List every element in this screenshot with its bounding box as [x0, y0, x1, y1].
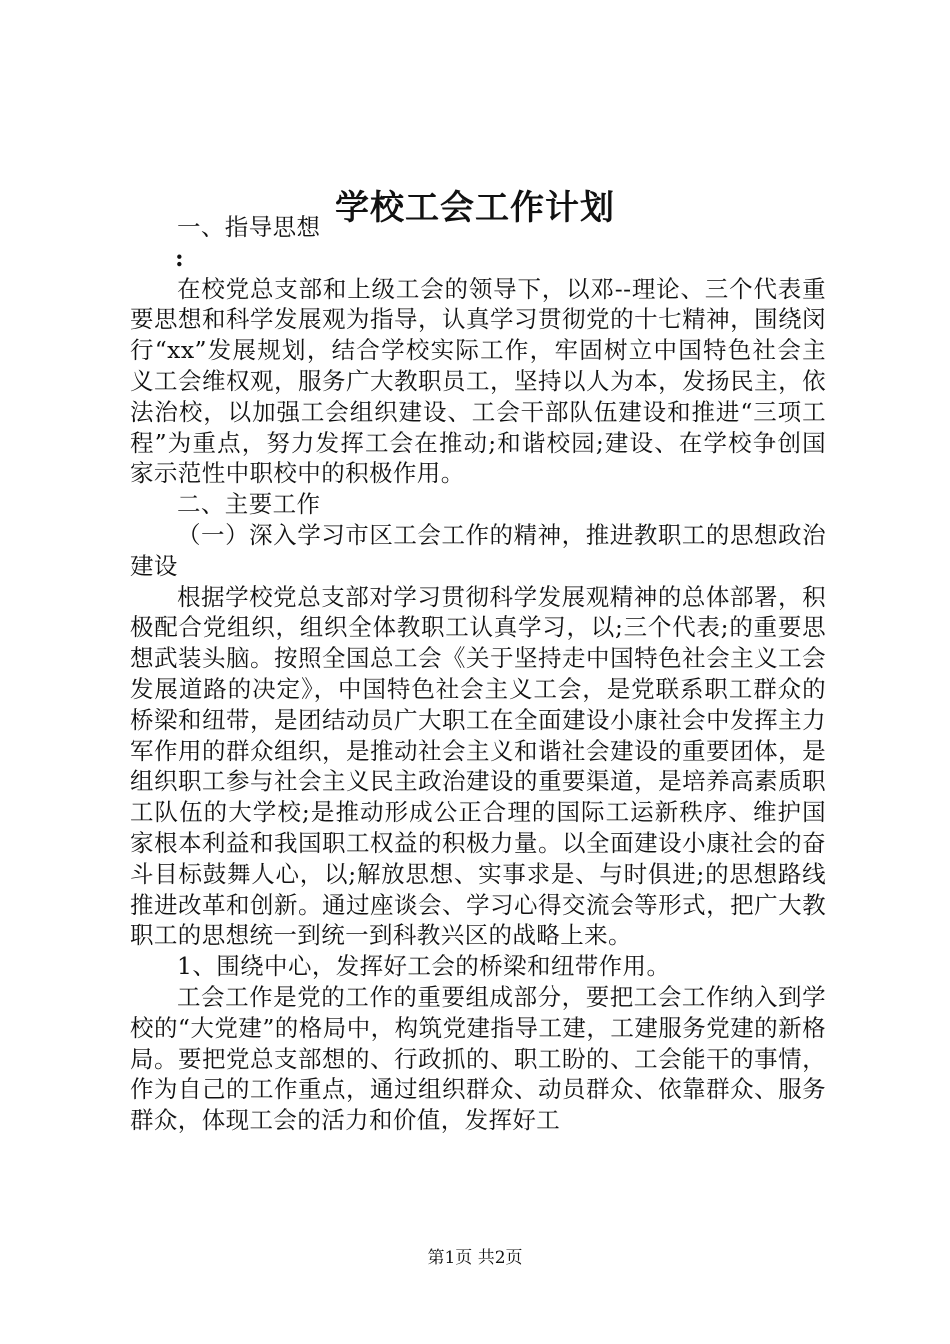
- item-heading-1: 1、围绕中心，发挥好工会的桥梁和纽带作用。: [177, 952, 671, 981]
- section-heading-guiding-ideology: 一、指导思想: [177, 213, 321, 241]
- subsection-heading-1: （一）深入学习市区工会工作的精神，推进教职工的思想政治建设: [130, 520, 826, 580]
- document-body: [130, 212, 826, 1136]
- colon-line: :: [175, 243, 185, 272]
- paragraph-study-deployment: 根据学校党总支部对学习贯彻科学发展观精神的总体部署，积极配合党组织，组织全体教职工认真学习，以;三个代表;的重要思想武装头脑。按照全国总工会《关于坚持走中国特色社会主义工会发展道路的决定》，中国特色社会主义工会，是党联系职工群众的桥梁和纽带，是团结动员广大职工在全面建设小康社会中发挥主力军作用的群众组织，是推动社会主义和谐社会建设的重要团体，是组织职工参与社会主义民主政治建设的重要渠道，是培养高素质职工队伍的大学校;是推动形成公正合理的国际工运新秩序、维护国家根本利益和我国职工权益的积极力量。以全面建设小康社会的奋斗目标鼓舞人心，以;解放思想、实事求是、与时俱进;的思想路线推进改革和创新。通过座谈会、学习心得交流会等形式，把广大教职工的思想统一到统一到科教兴区的战略上来。: [130, 582, 826, 950]
- paragraph-union-work: 工会工作是党的工作的重要组成部分，要把工会工作纳入到学校的“大党建”的格局中，构筑党建指导工建，工建服务党建的新格局。要把党总支部想的、行政抓的、职工盼的、工会能干的事情，作为自己的工作重点，通过组织群众、动员群众、依靠群众、服务群众，体现工会的活力和价值，发挥好工: [130, 982, 826, 1135]
- section-heading-main-work: 二、主要工作: [177, 490, 321, 519]
- paragraph-guiding-ideology: 在校党总支部和上级工会的领导下，以邓--理论、三个代表重要思想和科学发展观为指导，认真学习贯彻党的十七精神，围绕闵行“xx”发展规划，结合学校实际工作，牢固树立中国特色社会主义工会维权观，服务广大教职员工，坚持以人为本，发扬民主，依法治校，以加强工会组织建设、工会干部队伍建设和推进“三项工程”为重点，努力发挥工会在推动;和谐校园;建设、在学校争创国家示范性中职校中的积极作用。: [130, 274, 826, 488]
- page-footer: 第1页 共2页: [427, 1248, 523, 1268]
- document-title: 学校工会工作计划: [335, 188, 615, 228]
